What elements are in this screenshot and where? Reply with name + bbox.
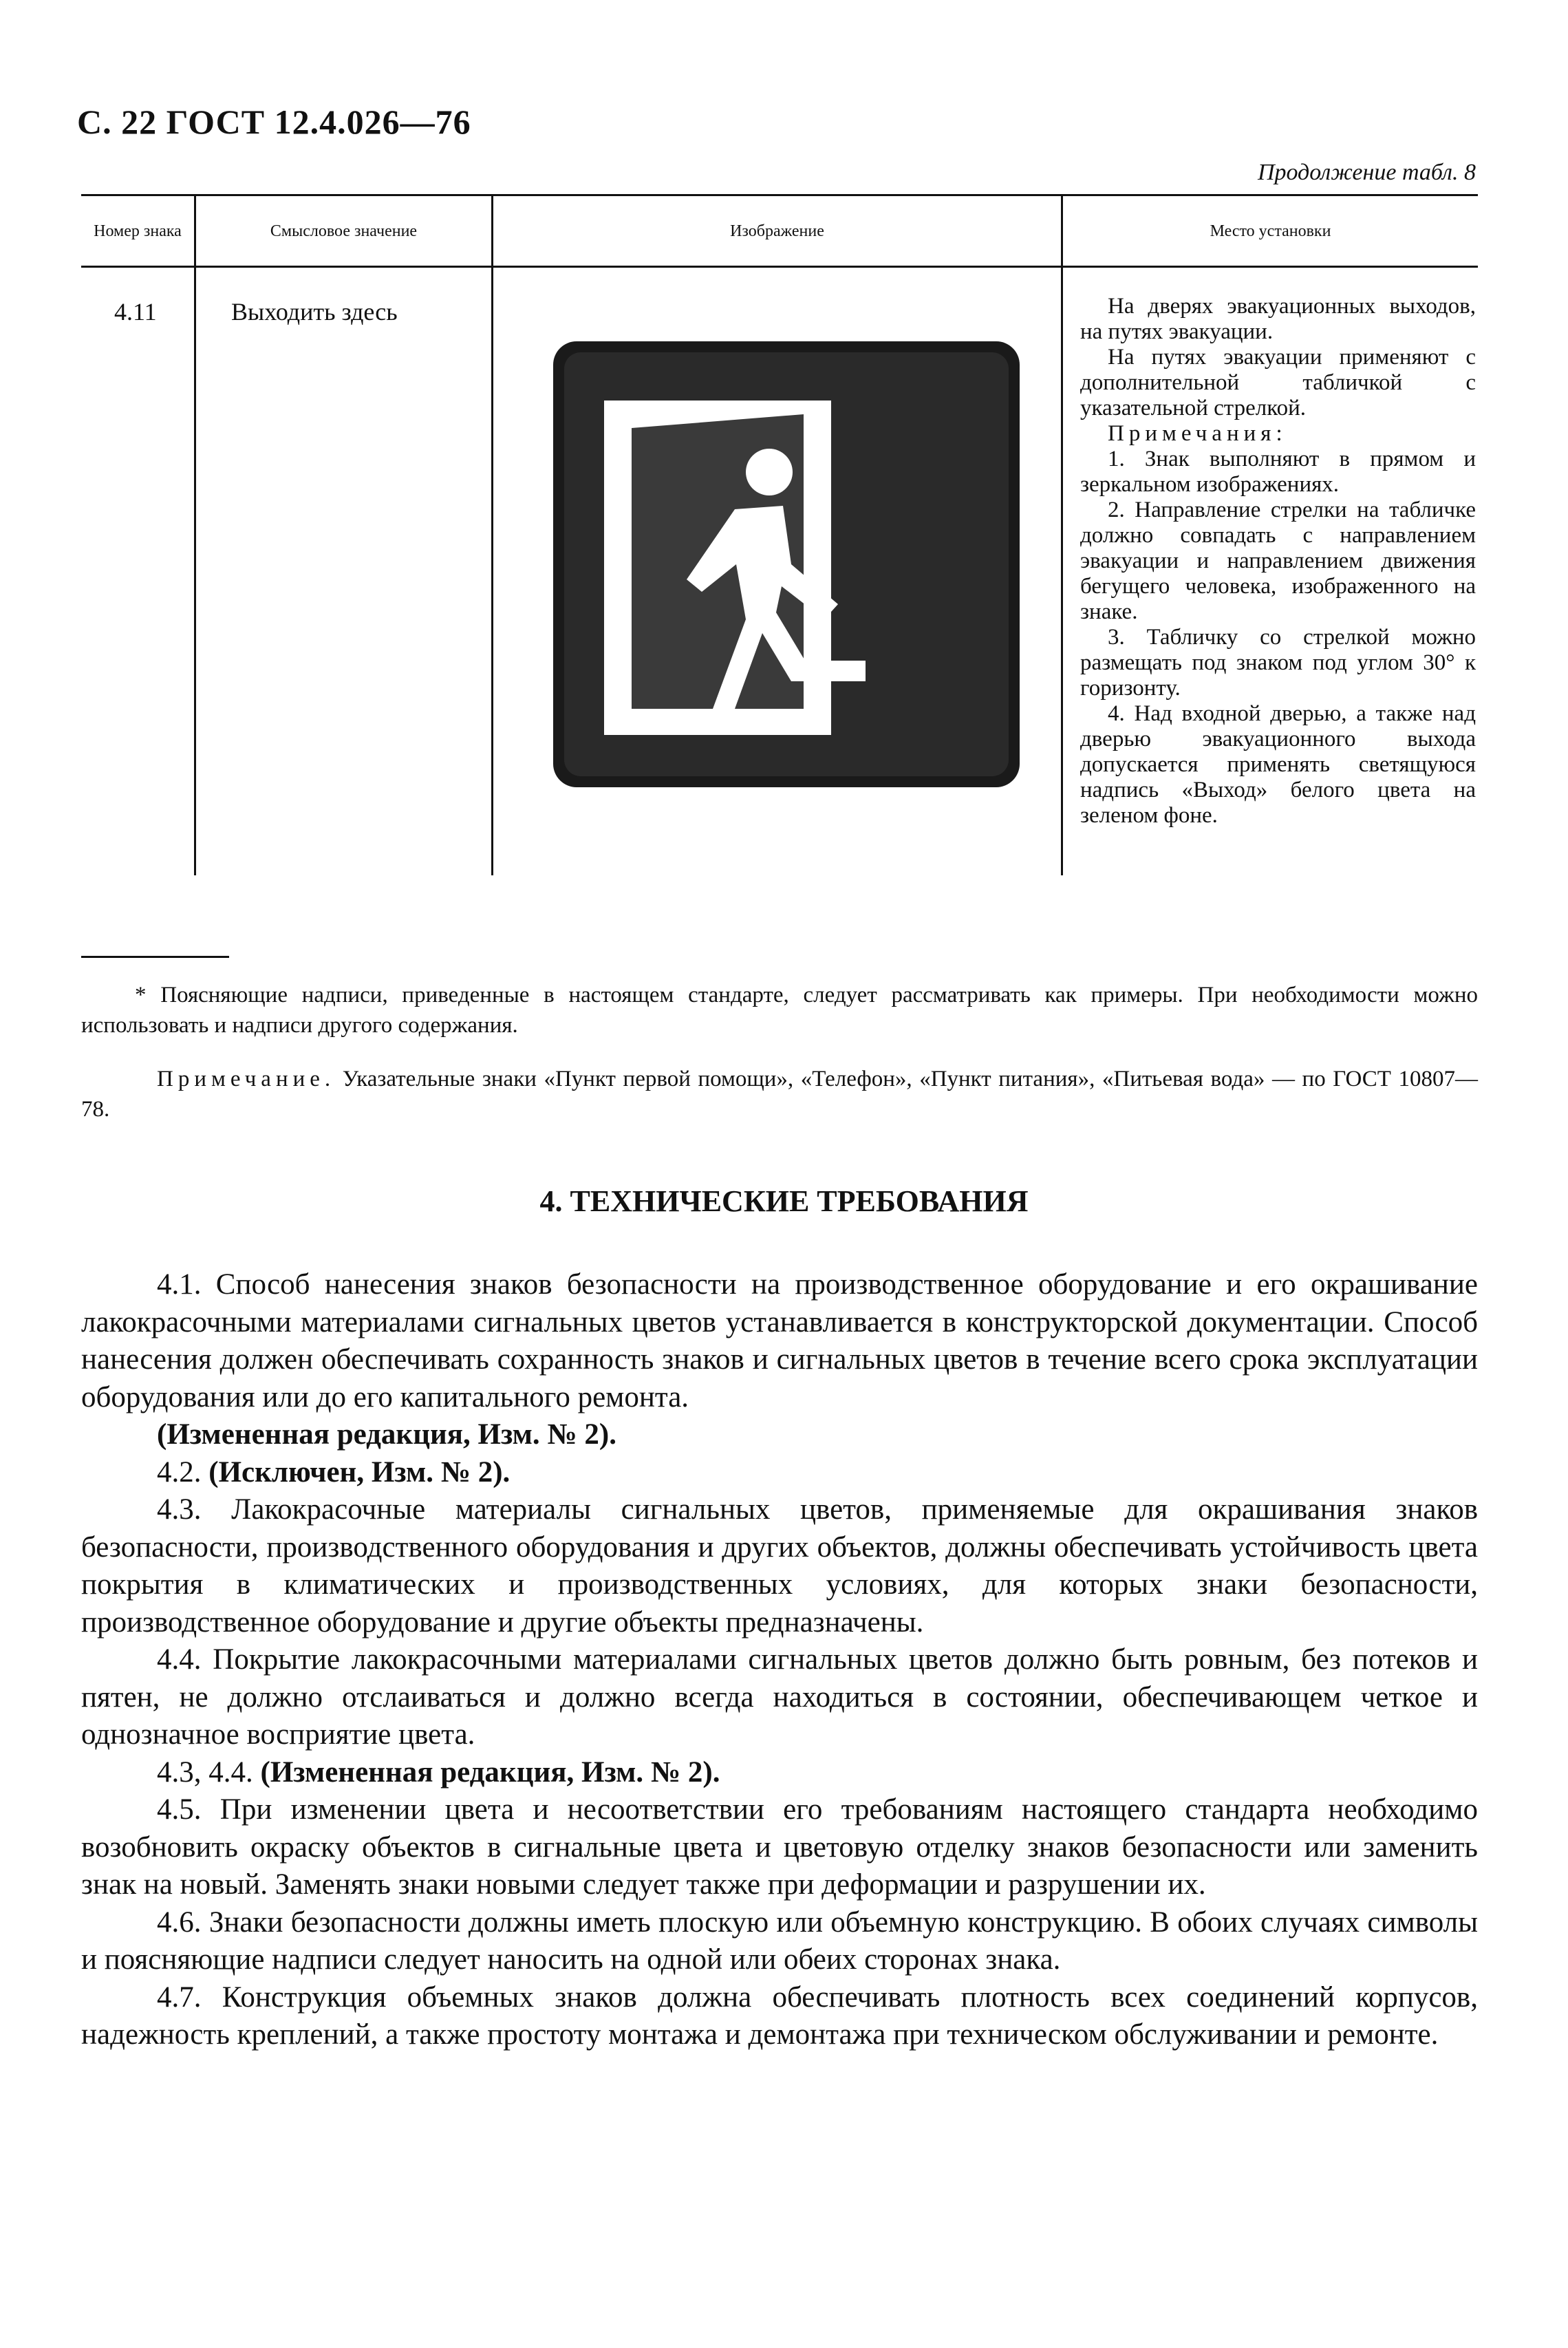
paragraph-number: 4.3, 4.4. (157, 1755, 261, 1789)
table-continuation-label: Продолжение табл. 8 (1257, 160, 1476, 185)
note (81, 1064, 1478, 1124)
col-header-meaning: Смысловое значение (270, 222, 418, 240)
table-col-divider (194, 194, 196, 875)
section-body (81, 1266, 1478, 2054)
placement-note: 2. Направление стрелки на табличке должно совпадать с направлением эвакуации и направлением движения бегущего человека, изображенного на знаке. (1080, 498, 1476, 624)
runner-head (746, 449, 793, 495)
amendment-note: (Измененная редакция, Изм. № 2). (260, 1755, 720, 1789)
evacuation-exit-sign-icon (549, 337, 1024, 791)
sign-number: 4.11 (114, 298, 157, 325)
paragraph-number: 4.2. (157, 1455, 209, 1488)
table-col-divider (1061, 194, 1063, 875)
amendment-note: (Измененная редакция, Изм. № 2). (157, 1418, 616, 1451)
col-header-placement: Место установки (1210, 222, 1331, 240)
table-header-rule (81, 266, 1478, 268)
col-header-number: Номер знака (94, 222, 182, 240)
placement-note: 3. Табличку со стрелкой можно размещать под знаком под углом 30° к горизонту. (1080, 625, 1476, 701)
page-header: С. 22 ГОСТ 12.4.026—76 (77, 103, 471, 141)
placement-text: На дверях эвакуационных выходов, на путях эвакуации. (1080, 294, 1476, 344)
placement-text: На путях эвакуации применяют с дополнительной табличкой с указательной стрелкой. (1080, 345, 1476, 420)
footnote-text: * Поясняющие надписи, приведенные в настоящем стандарте, следует рассматривать как примеры. При необходимости можно использовать и надписи другого содержания. (81, 983, 1478, 1038)
footnote (81, 980, 1478, 1040)
note-label: Примечание. (157, 1067, 336, 1091)
note-text: Указательные знаки «Пункт первой помощи», «Телефон», «Пункт питания», «Питьевая вода» — по ГОСТ 10807—78. (81, 1067, 1478, 1122)
paragraph-4-2-excluded: (Исключен, Изм. № 2). (208, 1455, 511, 1488)
placement-note: 4. Над входной дверью, а также над дверью эвакуационного выхода допускается применять светящуюся надпись «Выход» белого цвета на зеленом фоне. (1080, 701, 1476, 828)
footnote-rule (81, 956, 229, 958)
paragraph-4-1: 4.1. Способ нанесения знаков безопасности на производственное оборудование и его окрашивание лакокрасочными материалами сигнальных цветов устанавливается в конструкторской документации. Способ нанесения должен обеспечивать сохранность знаков и сигнальных цветов в течение всего срока эксплуатации оборудования или до его капитального ремонта. (81, 1268, 1478, 1413)
sign-meaning: Выходить здесь (231, 298, 398, 325)
section-title: 4. ТЕХНИЧЕСКИЕ ТРЕБОВАНИЯ (539, 1184, 1029, 1218)
paragraph-4-5: 4.5. При изменении цвета и несоответствии его требованиям настоящего стандарта необходимо возобновить окраску объектов в сигнальные цвета и цветовую отделку знаков безопасности или заменить знак на новый. Заменять знаки новыми следует также при деформации и разрушении их. (81, 1793, 1478, 1901)
placement-note: 1. Знак выполняют в прямом и зеркальном изображениях. (1080, 447, 1476, 497)
paragraph-4-6: 4.6. Знаки безопасности должны иметь плоскую или объемную конструкцию. В обоих случаях символы и поясняющие надписи следует наносить на одной или обеих сторонах знака. (81, 1906, 1478, 1976)
paragraph-4-4: 4.4. Покрытие лакокрасочными материалами сигнальных цветов должно быть ровным, без потеков и пятен, не должно отслаиваться и должно всегда находиться в состоянии, обеспечивающем четкое и однозначное восприятие цвета. (81, 1643, 1478, 1751)
sign-placement (1080, 294, 1476, 829)
paragraph-4-3: 4.3. Лакокрасочные материалы сигнальных цветов, применяемые для окрашивания знаков безопасности, производственного оборудования и других объектов, должны обеспечивать устойчивость цвета покрытия в климатических и производственных условиях, для которых знаки безопасности, производственное оборудование и другие объекты предназначены. (81, 1493, 1478, 1639)
placement-notes-label: Примечания: (1108, 421, 1287, 446)
table-col-divider (491, 194, 493, 875)
col-header-image: Изображение (730, 222, 824, 240)
paragraph-4-7: 4.7. Конструкция объемных знаков должна обеспечивать плотность всех соединений корпусов, надежность креплений, а также простоту монтажа и демонтажа при техническом обслуживании и ремонте. (81, 1981, 1478, 2051)
